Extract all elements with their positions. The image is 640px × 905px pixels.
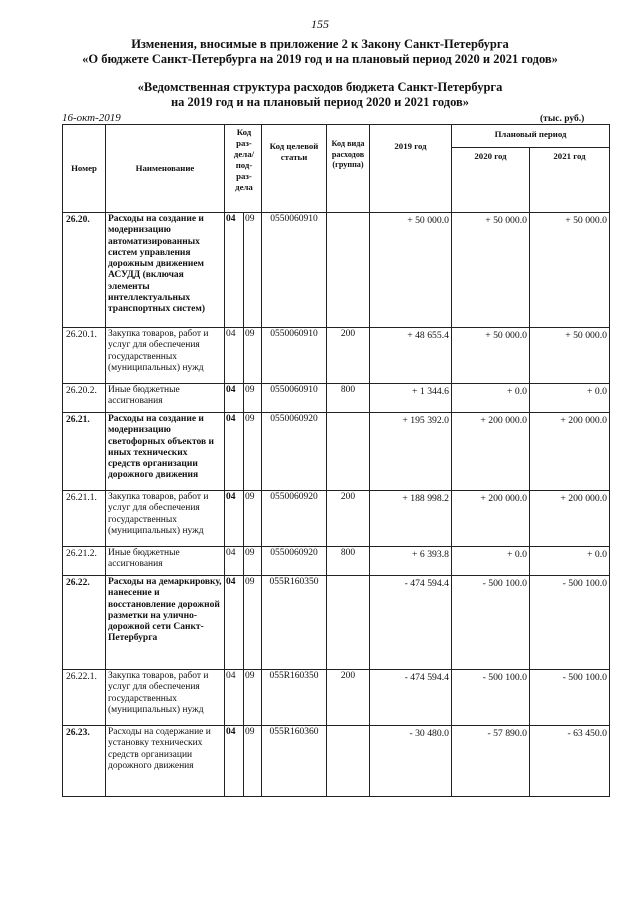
row-kind-code (327, 726, 370, 797)
row-section: 04 (225, 328, 244, 384)
row-subsection: 09 (244, 328, 262, 384)
row-number: 26.22. (63, 576, 106, 670)
row-subsection: 09 (244, 384, 262, 413)
table-body (63, 213, 610, 797)
row-kind-code (327, 213, 370, 328)
table-row (63, 547, 610, 576)
table-header (63, 125, 610, 213)
row-kind-code: 200 (327, 670, 370, 726)
expenditure-table (62, 124, 610, 797)
row-number: 26.20.2. (63, 384, 106, 413)
subtitle-line-1: «Ведомственная структура расходов бюджета Санкт-Петербурга (137, 80, 503, 94)
row-name: Закупка товаров, работ и услуг для обеспечения государственных (муниципальных) нужд (106, 491, 225, 547)
header-planned-period: Плановый период (452, 125, 610, 148)
header-2020: 2020 год (452, 148, 530, 213)
table-row (63, 576, 610, 670)
document-subtitle (0, 80, 640, 110)
row-subsection: 09 (244, 413, 262, 491)
row-name: Иные бюджетные ассигнования (106, 547, 225, 576)
row-name: Расходы на демаркировку, нанесение и восстановление дорожной разметки на улично-дорожной сети Санкт-Петербурга (106, 576, 225, 670)
row-kind-code: 800 (327, 547, 370, 576)
table-row (63, 384, 610, 413)
row-section: 04 (225, 670, 244, 726)
row-value-2021: - 63 450.0 (530, 726, 610, 797)
row-kind-code (327, 413, 370, 491)
row-value-2019: - 474 594.4 (370, 670, 452, 726)
row-target-code: 0550060910 (262, 328, 327, 384)
row-value-2020: - 500 100.0 (452, 670, 530, 726)
units-label: (тыс. руб.) (540, 114, 585, 124)
row-target-code: 0550060920 (262, 413, 327, 491)
row-subsection: 09 (244, 670, 262, 726)
row-target-code: 0550060910 (262, 384, 327, 413)
row-value-2020: - 500 100.0 (452, 576, 530, 670)
table-row (63, 328, 610, 384)
row-value-2019: + 1 344.6 (370, 384, 452, 413)
row-target-code: 055R160350 (262, 576, 327, 670)
row-value-2019: + 50 000.0 (370, 213, 452, 328)
row-section: 04 (225, 726, 244, 797)
header-2019: 2019 год (370, 125, 452, 213)
row-name: Иные бюджетные ассигнования (106, 384, 225, 413)
row-target-code: 0550060920 (262, 547, 327, 576)
row-section: 04 (225, 547, 244, 576)
row-section: 04 (225, 213, 244, 328)
row-section: 04 (225, 413, 244, 491)
row-value-2021: + 0.0 (530, 384, 610, 413)
header-name: Наименование (106, 125, 225, 213)
row-value-2020: + 200 000.0 (452, 413, 530, 491)
row-name: Закупка товаров, работ и услуг для обеспечения государственных (муниципальных) нужд (106, 670, 225, 726)
table-row (63, 726, 610, 797)
row-value-2020: + 0.0 (452, 384, 530, 413)
row-value-2019: - 474 594.4 (370, 576, 452, 670)
header-section-code: Код раз- дела/ под- раз- дела (225, 125, 262, 213)
table-row (63, 670, 610, 726)
row-value-2019: + 48 655.4 (370, 328, 452, 384)
row-target-code: 0550060910 (262, 213, 327, 328)
row-value-2021: + 200 000.0 (530, 491, 610, 547)
table-row (63, 213, 610, 328)
row-number: 26.21.2. (63, 547, 106, 576)
row-section: 04 (225, 491, 244, 547)
row-value-2020: + 50 000.0 (452, 213, 530, 328)
row-name: Закупка товаров, работ и услуг для обеспечения государственных (муниципальных) нужд (106, 328, 225, 384)
row-value-2020: + 50 000.0 (452, 328, 530, 384)
row-subsection: 09 (244, 726, 262, 797)
row-subsection: 09 (244, 547, 262, 576)
row-section: 04 (225, 576, 244, 670)
table-row (63, 491, 610, 547)
row-value-2021: - 500 100.0 (530, 670, 610, 726)
row-kind-code: 200 (327, 491, 370, 547)
row-number: 26.23. (63, 726, 106, 797)
row-value-2019: - 30 480.0 (370, 726, 452, 797)
row-subsection: 09 (244, 491, 262, 547)
row-target-code: 0550060920 (262, 491, 327, 547)
title-line-1: Изменения, вносимые в приложение 2 к Закону Санкт-Петербурга (131, 37, 509, 51)
row-number: 26.20. (63, 213, 106, 328)
row-value-2021: + 200 000.0 (530, 413, 610, 491)
row-subsection: 09 (244, 576, 262, 670)
row-kind-code: 800 (327, 384, 370, 413)
row-name: Расходы на создание и модернизацию автоматизированных систем управления дорожным движением АСУДД (включая элементы интеллектуальных транспортных систем) (106, 213, 225, 328)
row-value-2019: + 6 393.8 (370, 547, 452, 576)
row-value-2019: + 195 392.0 (370, 413, 452, 491)
row-name: Расходы на содержание и установку технических средств организации дорожного движения (106, 726, 225, 797)
row-name: Расходы на создание и модернизацию светофорных объектов и иных технических средств организации дорожного движения (106, 413, 225, 491)
table-row (63, 413, 610, 491)
header-target-code: Код целевой статьи (262, 125, 327, 213)
row-section: 04 (225, 384, 244, 413)
page-number: 155 (311, 17, 329, 31)
document-date: 16-окт-2019 (62, 112, 121, 124)
row-value-2021: + 50 000.0 (530, 328, 610, 384)
title-line-2: «О бюджете Санкт-Петербурга на 2019 год и на плановый период 2020 и 2021 годов» (82, 52, 558, 66)
row-kind-code: 200 (327, 328, 370, 384)
header-2021: 2021 год (530, 148, 610, 213)
row-target-code: 055R160350 (262, 670, 327, 726)
row-value-2020: - 57 890.0 (452, 726, 530, 797)
row-kind-code (327, 576, 370, 670)
row-target-code: 055R160360 (262, 726, 327, 797)
header-kind-code: Код вида расходов (группа) (327, 125, 370, 213)
row-number: 26.21. (63, 413, 106, 491)
row-number: 26.21.1. (63, 491, 106, 547)
row-value-2021: + 50 000.0 (530, 213, 610, 328)
row-value-2021: - 500 100.0 (530, 576, 610, 670)
row-number: 26.20.1. (63, 328, 106, 384)
row-number: 26.22.1. (63, 670, 106, 726)
row-value-2020: + 200 000.0 (452, 491, 530, 547)
row-value-2021: + 0.0 (530, 547, 610, 576)
header-number: Номер (63, 125, 106, 213)
subtitle-line-2: на 2019 год и на плановый период 2020 и 2021 годов» (170, 95, 470, 109)
row-subsection: 09 (244, 213, 262, 328)
row-value-2020: + 0.0 (452, 547, 530, 576)
row-value-2019: + 188 998.2 (370, 491, 452, 547)
document-title (0, 37, 640, 67)
